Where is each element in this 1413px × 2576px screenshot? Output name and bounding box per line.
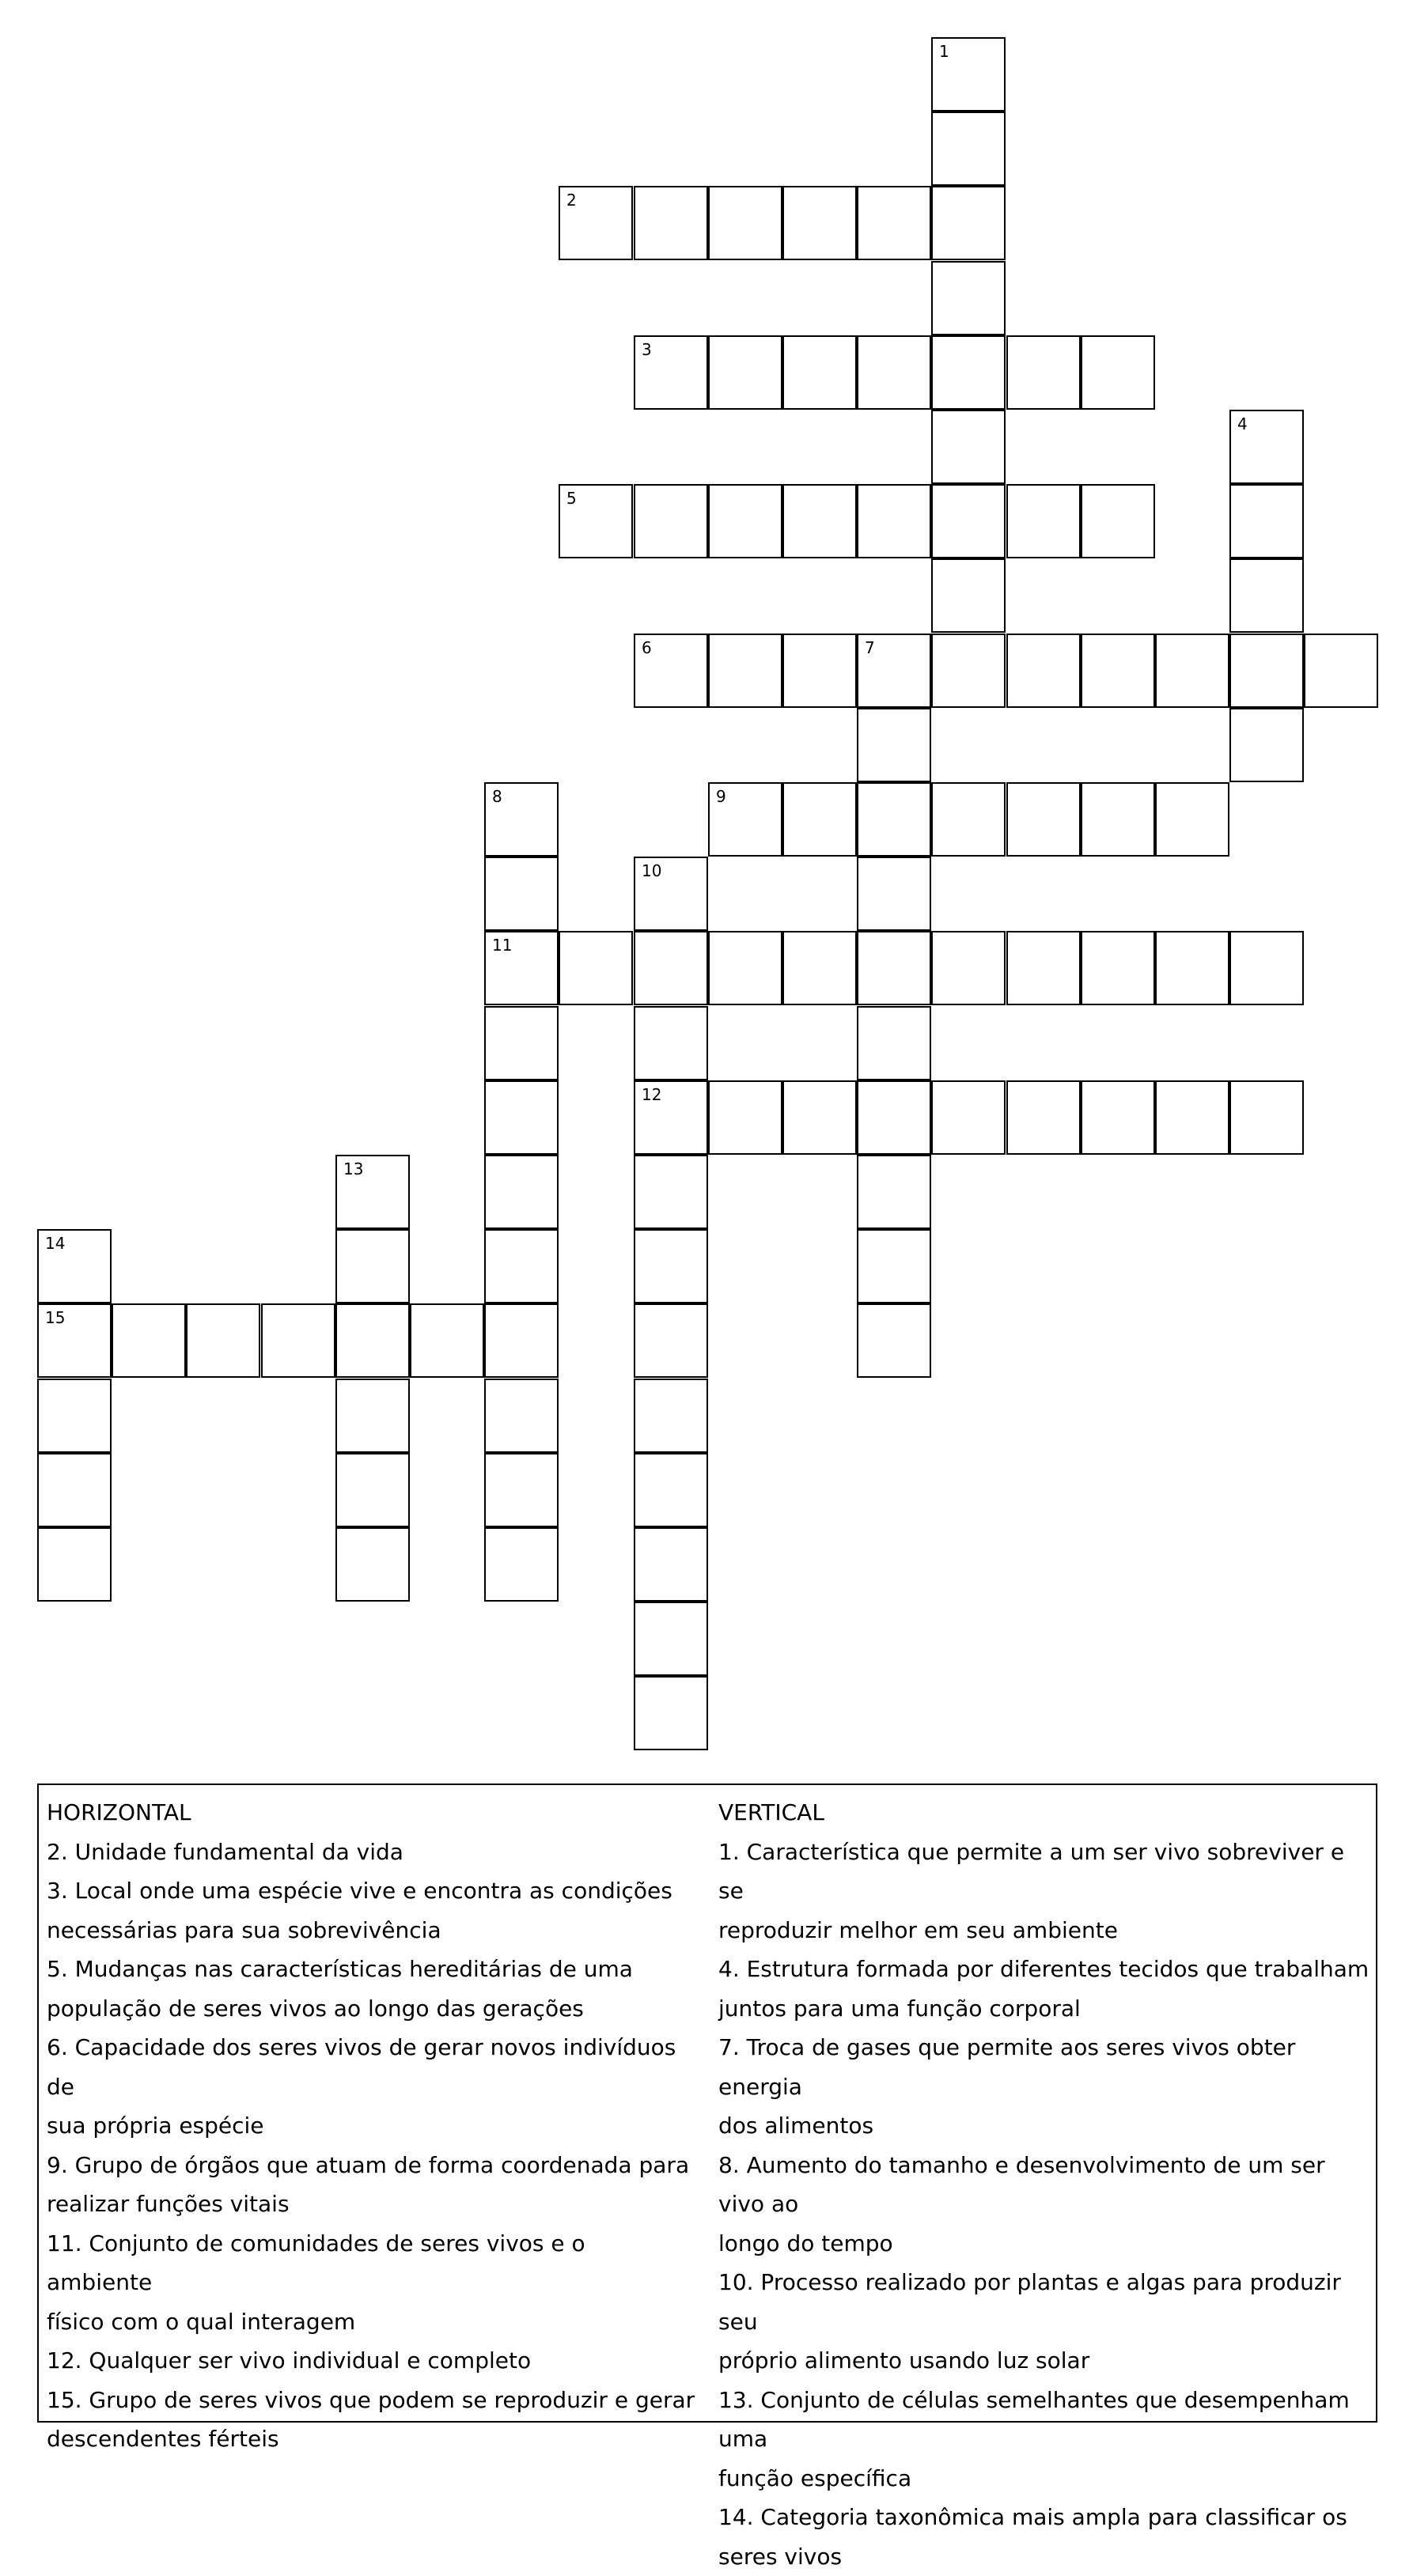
grid-cell[interactable] [782, 931, 857, 1005]
grid-cell[interactable] [634, 1006, 708, 1080]
grid-cell[interactable] [857, 186, 931, 260]
horizontal-clue-line: descendentes férteis [47, 2419, 695, 2459]
grid-cell[interactable] [708, 186, 782, 260]
grid-cell[interactable] [931, 484, 1006, 558]
grid-cell[interactable] [335, 1379, 410, 1453]
grid-cell[interactable] [634, 1602, 708, 1676]
grid-cell[interactable] [857, 335, 931, 410]
grid-cell[interactable] [634, 1379, 708, 1453]
clue-number: 13 [343, 1161, 363, 1177]
grid-cell[interactable] [634, 931, 708, 1005]
grid-cell[interactable] [484, 1080, 559, 1155]
grid-cell[interactable] [931, 37, 1006, 112]
vertical-clue-line: 7. Troca de gases que permite aos seres vivos obter energia [718, 2028, 1375, 2106]
vertical-clue-line: 8. Aumento do tamanho e desenvolvimento de um ser vivo ao [718, 2146, 1375, 2224]
vertical-clue-line: juntos para uma função corporal [718, 1989, 1375, 2029]
grid-cell[interactable] [782, 335, 857, 410]
grid-cell[interactable] [37, 1453, 112, 1527]
grid-cell[interactable] [559, 484, 633, 558]
grid-cell[interactable] [1155, 782, 1229, 857]
grid-cell[interactable] [1229, 558, 1304, 633]
grid-cell[interactable] [634, 1229, 708, 1303]
horizontal-clue-line: 11. Conjunto de comunidades de seres vivos e o ambiente [47, 2224, 695, 2302]
grid-cell[interactable] [857, 1155, 931, 1229]
grid-cell[interactable] [1081, 1080, 1155, 1155]
grid-cell[interactable] [1006, 484, 1081, 558]
horizontal-clue-line: 12. Qualquer ser vivo individual e completo [47, 2341, 695, 2381]
vertical-clue-line: reproduzir melhor em seu ambiente [718, 1911, 1375, 1950]
grid-cell[interactable] [484, 1303, 559, 1378]
grid-cell[interactable] [37, 1379, 112, 1453]
grid-cell[interactable] [335, 1527, 410, 1602]
clue-number: 15 [45, 1310, 65, 1326]
grid-cell[interactable] [782, 634, 857, 708]
clue-number: 11 [492, 937, 512, 953]
grid-cell[interactable] [857, 1303, 931, 1378]
grid-cell[interactable] [857, 931, 931, 1005]
vertical-clue-line: seres vivos [718, 2537, 1375, 2576]
grid-cell[interactable] [857, 634, 931, 708]
clue-box [37, 1784, 1377, 2423]
horizontal-clue-line: 3. Local onde uma espécie vive e encontra as condições [47, 1871, 695, 1911]
grid-cell[interactable] [1155, 634, 1229, 708]
grid-cell[interactable] [559, 186, 633, 260]
grid-cell[interactable] [484, 1006, 559, 1080]
grid-cell[interactable] [484, 1229, 559, 1303]
grid-cell[interactable] [857, 708, 931, 782]
grid-cell[interactable] [1081, 484, 1155, 558]
horizontal-clue-line: necessárias para sua sobrevivência [47, 1911, 695, 1950]
grid-cell[interactable] [708, 1080, 782, 1155]
grid-cell[interactable] [931, 634, 1006, 708]
grid-cell[interactable] [708, 335, 782, 410]
grid-cell[interactable] [857, 1229, 931, 1303]
horizontal-clue-line: físico com o qual interagem [47, 2302, 695, 2342]
horizontal-clue-line: realizar funções vitais [47, 2184, 695, 2224]
grid-cell[interactable] [931, 186, 1006, 260]
horizontal-clue-line: 9. Grupo de órgãos que atuam de forma coordenada para [47, 2146, 695, 2185]
grid-cell[interactable] [37, 1303, 112, 1378]
grid-cell[interactable] [410, 1303, 484, 1378]
grid-cell[interactable] [708, 931, 782, 1005]
grid-cell[interactable] [1006, 782, 1081, 857]
vertical-clues [718, 1793, 1375, 2576]
grid-cell[interactable] [37, 1229, 112, 1303]
grid-cell[interactable] [1006, 335, 1081, 410]
clue-number: 9 [716, 789, 726, 804]
grid-cell[interactable] [782, 186, 857, 260]
grid-cell[interactable] [634, 1453, 708, 1527]
grid-cell[interactable] [857, 1080, 931, 1155]
grid-cell[interactable] [484, 782, 559, 857]
grid-cell[interactable] [931, 782, 1006, 857]
grid-cell[interactable] [484, 857, 559, 931]
vertical-heading: VERTICAL [718, 1793, 1375, 1833]
clue-number: 8 [492, 789, 502, 804]
grid-cell[interactable] [559, 931, 633, 1005]
grid-cell[interactable] [931, 335, 1006, 410]
grid-cell[interactable] [261, 1303, 335, 1378]
vertical-clue-line: dos alimentos [718, 2106, 1375, 2146]
grid-cell[interactable] [1081, 782, 1155, 857]
grid-cell[interactable] [484, 1379, 559, 1453]
clue-number: 7 [865, 640, 875, 656]
horizontal-heading: HORIZONTAL [47, 1793, 695, 1833]
clue-number: 14 [45, 1235, 65, 1251]
grid-cell[interactable] [484, 931, 559, 1005]
grid-cell[interactable] [1229, 484, 1304, 558]
grid-cell[interactable] [1006, 931, 1081, 1005]
grid-cell[interactable] [708, 782, 782, 857]
horizontal-clue-line: população de seres vivos ao longo das gerações [47, 1989, 695, 2029]
grid-cell[interactable] [484, 1155, 559, 1229]
clue-number: 3 [642, 342, 652, 357]
vertical-clue-line: 4. Estrutura formada por diferentes tecidos que trabalham [718, 1950, 1375, 1989]
grid-cell[interactable] [857, 857, 931, 931]
grid-cell[interactable] [634, 335, 708, 410]
grid-cell[interactable] [708, 634, 782, 708]
horizontal-clue-line: 15. Grupo de seres vivos que podem se reproduzir e gerar [47, 2381, 695, 2420]
grid-cell[interactable] [634, 186, 708, 260]
grid-cell[interactable] [1229, 708, 1304, 782]
grid-cell[interactable] [782, 484, 857, 558]
clue-number: 5 [566, 490, 577, 506]
horizontal-clue-line: 2. Unidade fundamental da vida [47, 1833, 695, 1872]
grid-cell[interactable] [335, 1303, 410, 1378]
grid-cell[interactable] [1081, 335, 1155, 410]
horizontal-clue-line: 5. Mudanças nas características hereditárias de uma [47, 1950, 695, 1989]
vertical-clue-line: longo do tempo [718, 2224, 1375, 2264]
grid-cell[interactable] [708, 484, 782, 558]
grid-cell[interactable] [112, 1303, 186, 1378]
grid-cell[interactable] [857, 1006, 931, 1080]
clue-number: 1 [939, 44, 949, 59]
vertical-clue-line: 10. Processo realizado por plantas e algas para produzir seu [718, 2263, 1375, 2341]
grid-cell[interactable] [857, 782, 931, 857]
grid-cell[interactable] [335, 1155, 410, 1229]
grid-cell[interactable] [931, 1080, 1006, 1155]
grid-cell[interactable] [634, 484, 708, 558]
grid-cell[interactable] [634, 634, 708, 708]
grid-cell[interactable] [186, 1303, 260, 1378]
grid-cell[interactable] [1155, 1080, 1229, 1155]
grid-cell[interactable] [634, 1080, 708, 1155]
grid-cell[interactable] [931, 931, 1006, 1005]
grid-cell[interactable] [857, 484, 931, 558]
clue-number: 12 [642, 1087, 661, 1103]
horizontal-clue-line: 6. Capacidade dos seres vivos de gerar novos indivíduos de [47, 2028, 695, 2106]
grid-cell[interactable] [1006, 1080, 1081, 1155]
grid-cell[interactable] [931, 261, 1006, 335]
clue-number: 10 [642, 863, 661, 879]
grid-cell[interactable] [1006, 634, 1081, 708]
vertical-clue-line: função específica [718, 2459, 1375, 2498]
grid-cell[interactable] [484, 1527, 559, 1602]
grid-cell[interactable] [931, 410, 1006, 484]
grid-cell[interactable] [1229, 1080, 1304, 1155]
grid-cell[interactable] [634, 1155, 708, 1229]
grid-cell[interactable] [634, 1527, 708, 1602]
grid-cell[interactable] [1081, 634, 1155, 708]
horizontal-clues [47, 1793, 695, 2459]
vertical-clue-line: 13. Conjunto de células semelhantes que desempenham uma [718, 2381, 1375, 2459]
grid-cell[interactable] [1229, 634, 1304, 708]
grid-cell[interactable] [634, 1676, 708, 1750]
clue-number: 2 [566, 192, 577, 208]
grid-cell[interactable] [335, 1229, 410, 1303]
clue-number: 6 [642, 640, 652, 656]
grid-cell[interactable] [931, 112, 1006, 186]
grid-cell[interactable] [1229, 931, 1304, 1005]
grid-cell[interactable] [1229, 410, 1304, 484]
grid-cell[interactable] [782, 1080, 857, 1155]
grid-cell[interactable] [1081, 931, 1155, 1005]
grid-cell[interactable] [634, 1303, 708, 1378]
grid-cell[interactable] [634, 857, 708, 931]
grid-cell[interactable] [37, 1527, 112, 1602]
grid-cell[interactable] [335, 1453, 410, 1527]
grid-cell[interactable] [782, 782, 857, 857]
vertical-clue-line: próprio alimento usando luz solar [718, 2341, 1375, 2381]
vertical-clue-line: 14. Categoria taxonômica mais ampla para classificar os [718, 2498, 1375, 2537]
horizontal-clue-line: sua própria espécie [47, 2106, 695, 2146]
grid-cell[interactable] [931, 558, 1006, 633]
clue-number: 4 [1237, 416, 1248, 432]
grid-cell[interactable] [484, 1453, 559, 1527]
grid-cell[interactable] [1304, 634, 1378, 708]
vertical-clue-line: 1. Característica que permite a um ser vivo sobreviver e se [718, 1833, 1375, 1911]
grid-cell[interactable] [1155, 931, 1229, 1005]
